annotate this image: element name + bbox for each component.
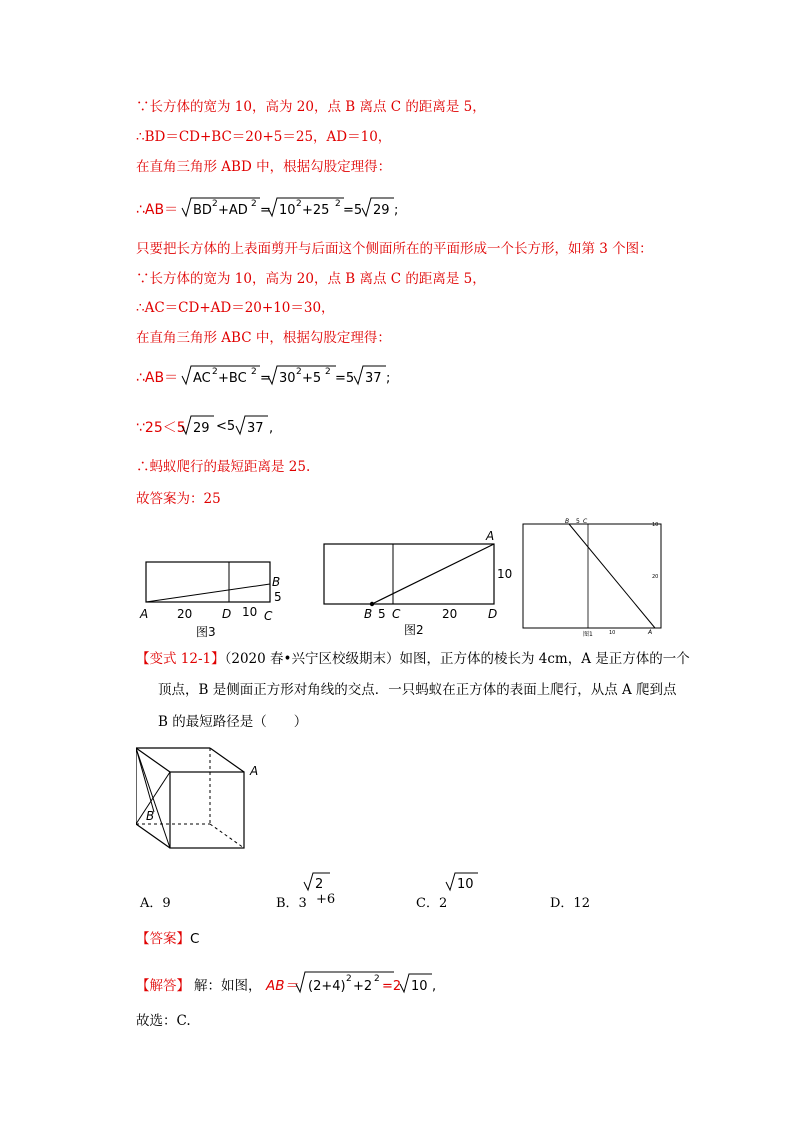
equation-ab-bd-graphic [136,194,436,224]
solution-line-3: 在直角三角形 ABD 中，根据勾股定理得： [136,159,392,175]
analysis-tail: , [432,979,437,994]
cube-front-face [170,772,244,848]
inequality [136,412,336,446]
analysis-rad: (2+4) [308,979,346,994]
eq2-exp3: 2 [296,367,302,377]
fig1-label-20: 20 [652,574,659,580]
ineq-r1: 29 [193,421,210,436]
solution-line-8: 在直角三角形 ABC 中，根据勾股定理得： [136,330,391,346]
solution-line-7: ∴AC＝CD+AD＝20+10＝30， [136,300,335,316]
eq2-prefix: ∴AB＝ [136,370,179,386]
cube-edge-bl [136,824,170,848]
fig1-label-10b: 10 [609,630,616,636]
cube-label-a: A [250,764,259,778]
option-c-prefix: C．2 [416,896,448,911]
fig3-label-5: 5 [274,590,282,604]
analysis-line [136,970,466,1004]
fig2-label-a: A [486,530,495,543]
solution-line-2: ∴BD＝CD+BC＝20+5＝25，AD＝10， [136,129,392,145]
solution-line-5: 只要把长方体的上表面剪开与后面这个侧面所在的平面形成一个长方形，如第 3 个图： [136,241,653,257]
eq1-exp1: 2 [212,199,218,209]
eq1-prefix: ∴AB＝ [136,202,179,218]
inequality-graphic [136,412,336,442]
eq1-semicolon: ; [394,203,399,218]
fig3-label-b: B [272,575,281,589]
fig1-path [569,524,655,628]
analysis-res-r: 10 [411,979,428,994]
cube-edge-tl [136,748,170,772]
ineq-r2: 37 [247,421,264,436]
ineq-prefix: ∵25＜5 [136,420,186,436]
fig3-label-c: C [264,609,273,623]
fig1-caption: 图1 [583,631,593,638]
fig2-rect [324,544,494,604]
figure-2 [316,530,516,642]
fig1-label-5: 5 [576,518,580,525]
option-d: D．12 [550,896,590,911]
problem-line-2: 顶点，B 是侧面正方形对角线的交点．一只蚂蚁在正方体的表面上爬行，从点 A 爬到点 [158,682,677,698]
analysis-pre: 解：如图， [194,978,262,994]
equation-ab-ac [136,362,436,396]
solution-line-6: ∵长方体的宽为 10，高为 20，点 B 离点 C 的距离是 5， [136,271,486,287]
answer-line [136,930,199,948]
eq1-eq: = [260,203,271,218]
conclusion: 故选：C. [136,1013,191,1029]
fig2-path [372,544,494,604]
fig2-label-b: B [364,607,373,621]
answer-label: 【答案】 [136,931,190,947]
ineq-comma: , [269,421,274,436]
problem-text-1: （2020 春•兴宁区校级期末）如图，正方体的棱长为 4cm，A 是正方体的一个 [224,651,690,667]
fig1-label-a: A [648,629,653,636]
cube-hidden-depth [210,824,244,848]
fig1-rect [523,524,661,628]
eq1-r2: 10 [279,203,296,218]
equation-ab-ac-graphic [136,362,436,392]
option-b-prefix: B．3 [276,896,307,911]
eq1-exp3: 2 [296,199,302,209]
analysis-exp1: 2 [346,974,352,984]
analysis-rad-b: +2 [353,979,373,994]
eq1-exp4: 2 [335,199,341,209]
eq1-res-r: 29 [373,203,390,218]
eq2-res-r: 37 [365,371,382,386]
fig3-rect [146,562,270,602]
problem-line-3: B 的最短路径是（ ） [158,714,308,730]
analysis-label: 【解答】 [136,978,190,994]
option-c [416,877,474,911]
eq1-exp2: 2 [251,199,257,209]
figure-1 [515,516,675,640]
eq2-r1: AC [193,371,211,386]
fig2-point-b [370,602,374,606]
option-b [276,877,336,911]
cube-figure [136,742,276,858]
option-c-radicand: 10 [457,877,474,892]
fig1-label-b: B [565,518,570,525]
solution-line-12: 故答案为：25 [136,491,221,507]
fig3-label-d: D [222,607,232,621]
fig3-label-20: 20 [177,607,193,621]
fig2-label-10: 10 [497,567,513,581]
fig2-caption: 图2 [404,623,424,637]
figure-3 [136,552,296,642]
eq2-r2b: +5 [302,371,322,386]
fig3-path [146,584,270,602]
eq2-exp1: 2 [212,367,218,377]
problem-line-1 [136,650,690,668]
fig3-label-a: A [140,607,149,621]
fig1-label-c: C [583,518,588,525]
eq1-r2b: +25 [302,203,330,218]
eq2-r1b: +BC [218,371,247,386]
eq2-exp2: 2 [251,367,257,377]
analysis-graphic [136,970,466,1000]
fig2-label-5: 5 [378,607,386,621]
option-c-radical [442,870,478,894]
solution-line-11: ∴蚂蚁爬行的最短距离是 25. [136,459,311,475]
fig2-label-20: 20 [442,607,458,621]
cube-path-1 [136,748,154,812]
problem-label: 【变式 12-1】 [136,651,225,667]
option-a: A．9 [140,896,171,911]
eq2-semicolon: ; [386,371,391,386]
option-b-suffix: +6 [316,892,336,907]
eq1-r1: BD [193,203,212,218]
eq1-r1b: +AD [218,203,248,218]
fig2-label-c: C [392,607,401,621]
cube-edge-tr [210,748,244,772]
equation-ab-bd [136,194,436,228]
fig3-label-10: 10 [242,605,258,619]
option-b-radical [300,870,330,894]
analysis-exp2: 2 [374,974,380,984]
eq1-res: =5 [343,203,363,218]
analysis-ab: AB＝ [266,978,298,994]
eq2-res: =5 [335,371,355,386]
eq2-r2: 30 [279,371,296,386]
analysis-res: =2 [382,979,402,994]
solution-line-1: ∵长方体的宽为 10，高为 20，点 B 离点 C 的距离是 5， [136,99,486,115]
fig2-label-d: D [488,607,498,621]
eq2-exp4: 2 [325,367,331,377]
option-b-radicand: 2 [315,877,324,892]
ineq-mid: <5 [216,419,236,434]
fig1-label-10a: 10 [652,522,659,528]
eq2-eq: = [260,371,271,386]
cube-label-b: B [146,809,155,823]
fig3-caption: 图3 [196,625,216,639]
answer-value: C [190,931,200,947]
